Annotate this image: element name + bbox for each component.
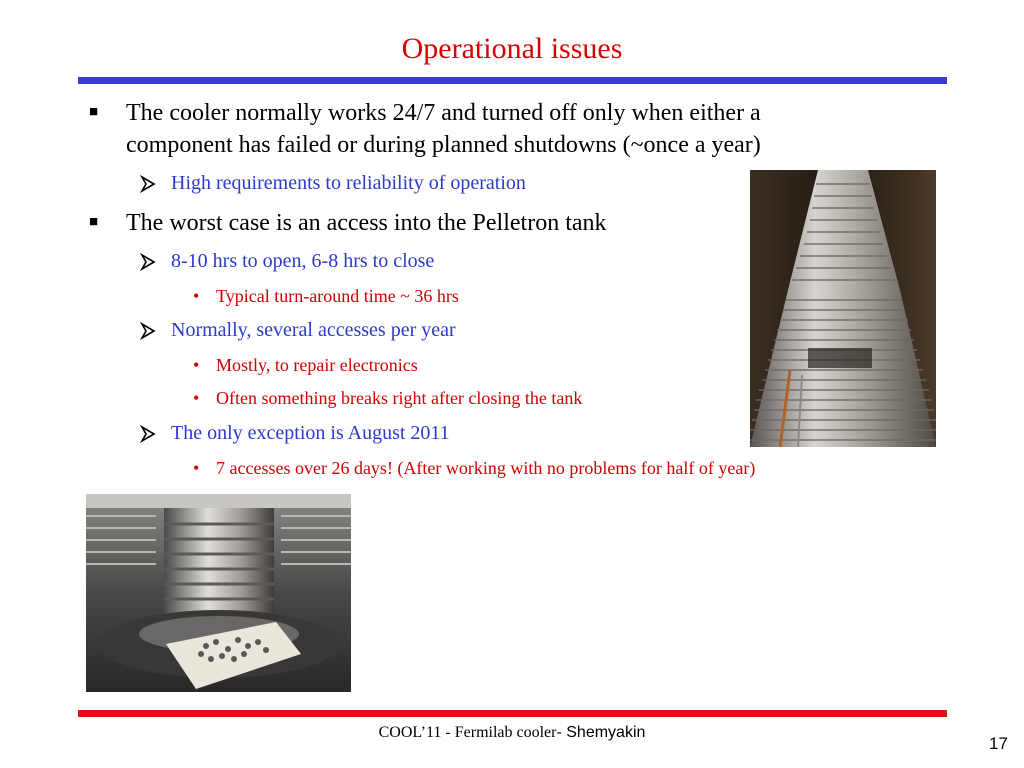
bullet-1-line-1: The cooler normally works 24/7 and turned off only when either a — [126, 100, 761, 126]
page-number: 17 — [989, 734, 1008, 753]
slide-title: Operational issues — [401, 32, 623, 65]
footer-author: - Shemyakin — [556, 724, 646, 741]
bullet-2-sub-2: Normally, several accesses per year — [171, 319, 456, 341]
round-bullet-icon: • — [193, 458, 200, 478]
arrowhead-bullet-icon — [139, 253, 157, 271]
bullet-1-sub-1: High requirements to reliability of operation — [171, 172, 526, 194]
bullet-1-line-2: component has failed or during planned shutdowns (~once a year) — [126, 132, 761, 158]
pelletron-column-photo — [750, 170, 936, 447]
footer-conference: COOL’11 - Fermilab cooler — [378, 724, 557, 741]
square-bullet-icon: ■ — [89, 104, 99, 120]
bullet-2-sub-3-item-1: 7 accesses over 26 days! (After working with no problems for half of year) — [216, 458, 756, 478]
bullet-2-sub-1: 8-10 hrs to open, 6-8 hrs to close — [171, 250, 435, 272]
bullet-2-sub-3: The only exception is August 2011 — [171, 422, 450, 444]
arrowhead-bullet-icon — [139, 175, 157, 193]
broken-parts-on-tissue-photo — [86, 494, 351, 692]
footer-divider — [78, 710, 947, 717]
arrowhead-bullet-icon — [139, 322, 157, 340]
round-bullet-icon: • — [193, 355, 200, 375]
bullet-2-sub-2-item-2: Often something breaks right after closing the tank — [216, 388, 583, 408]
round-bullet-icon: • — [193, 286, 200, 306]
arrowhead-bullet-icon — [139, 425, 157, 443]
round-bullet-icon: • — [193, 388, 200, 408]
footer — [0, 724, 1024, 742]
square-bullet-icon: ■ — [89, 214, 99, 230]
bullet-2: The worst case is an access into the Pelletron tank — [126, 210, 607, 236]
title-divider — [78, 77, 947, 84]
bullet-2-sub-1-item-1: Typical turn-around time ~ 36 hrs — [216, 286, 459, 306]
bullet-2-sub-2-item-1: Mostly, to repair electronics — [216, 355, 418, 375]
